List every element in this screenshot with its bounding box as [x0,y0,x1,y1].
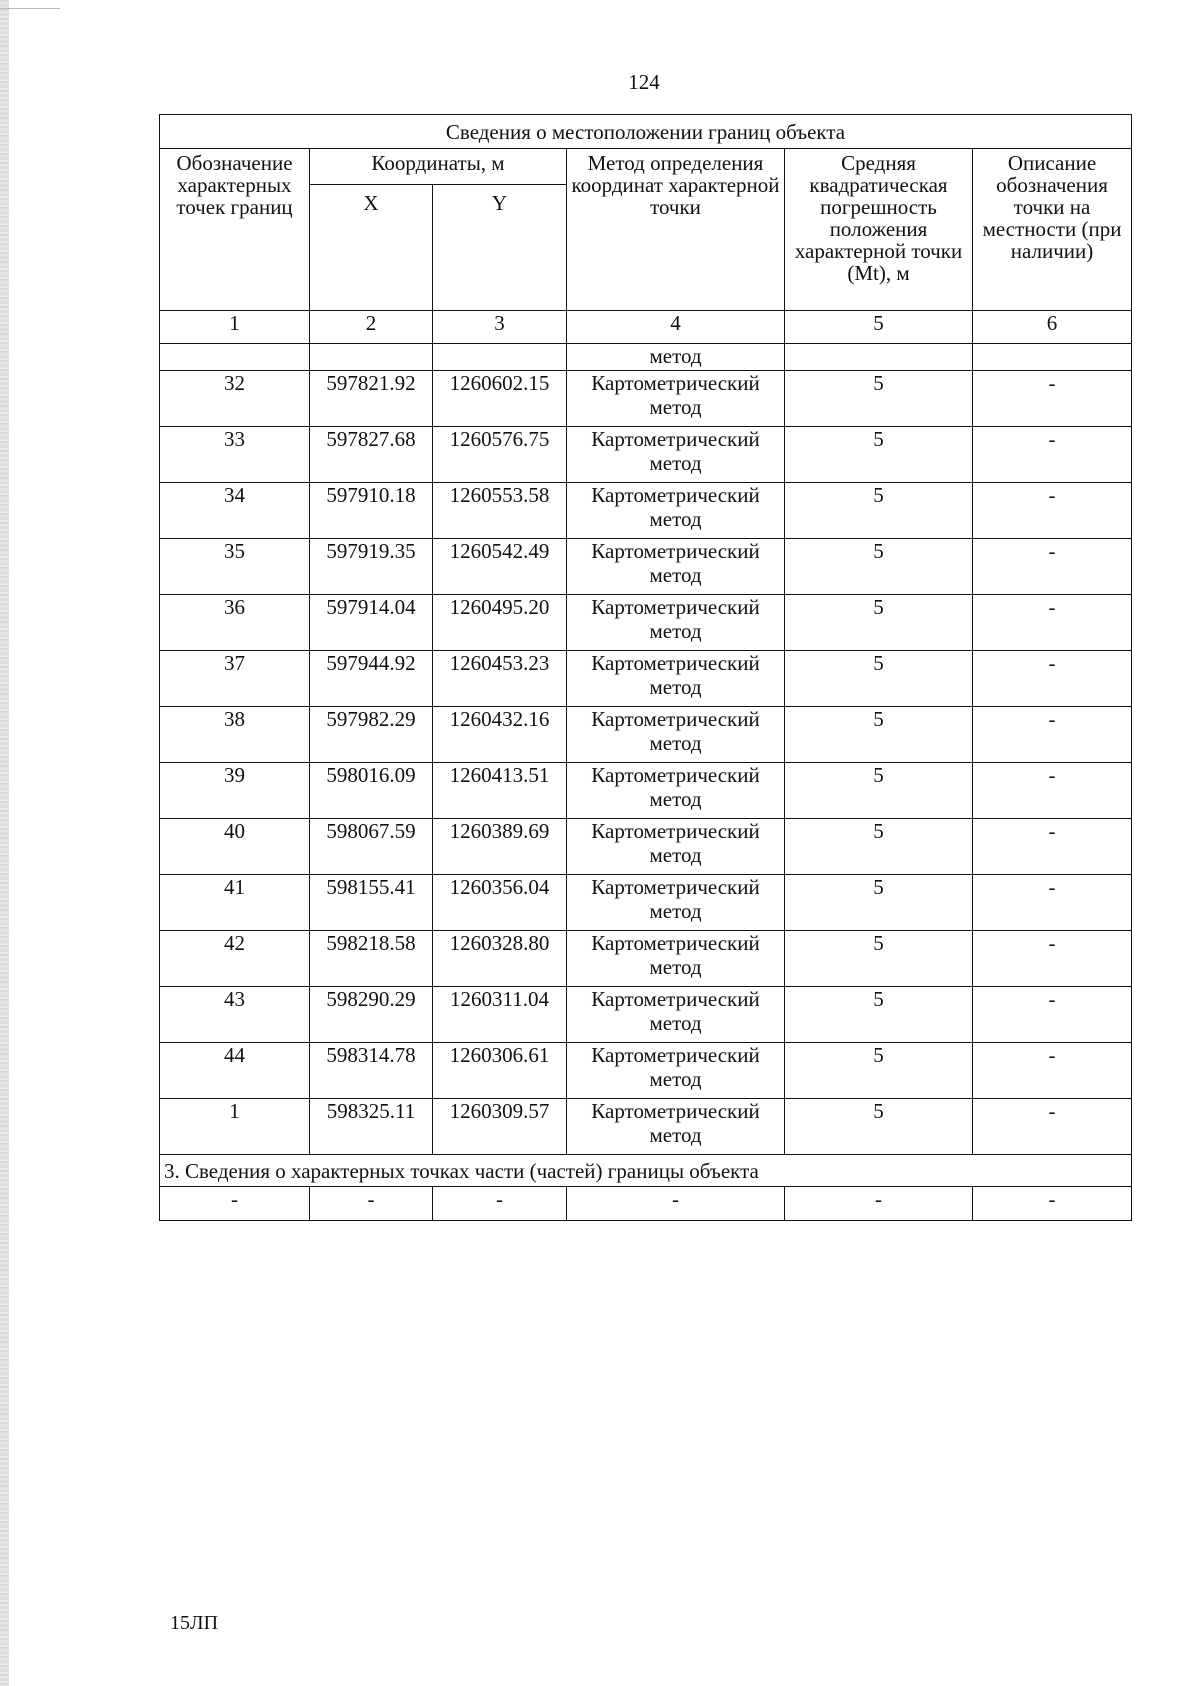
accuracy-cell: 5 [785,539,973,595]
description-cell: - [973,1099,1132,1155]
section3-cell: - [567,1187,785,1221]
column-number: 5 [785,311,973,344]
point-cell: 33 [160,427,310,483]
description-cell: - [973,875,1132,931]
accuracy-cell: 5 [785,931,973,987]
header-description: Описание обозначения точки на местности (при наличии) [973,149,1132,311]
section3-row [160,1187,1132,1221]
method-cell [567,539,785,595]
empty-cell [433,344,567,371]
description-cell: - [973,539,1132,595]
y-coordinate-cell: 1260306.61 [433,1043,567,1099]
table-row [160,1099,1132,1155]
y-coordinate-cell: 1260553.58 [433,483,567,539]
method-cell [567,1043,785,1099]
x-coordinate-cell: 598155.41 [310,875,433,931]
accuracy-cell: 5 [785,819,973,875]
y-coordinate-cell: 1260311.04 [433,987,567,1043]
method-line-1: Картометрический [591,483,760,507]
accuracy-cell: 5 [785,595,973,651]
x-coordinate-cell: 598325.11 [310,1099,433,1155]
method-line-2: метод [649,619,702,643]
description-cell: - [973,595,1132,651]
method-cell [567,987,785,1043]
point-cell: 40 [160,819,310,875]
point-cell: 43 [160,987,310,1043]
method-line-2: метод [649,899,702,923]
scan-edge [0,0,9,1686]
section3-cell: - [973,1187,1132,1221]
section3-cell: - [433,1187,567,1221]
point-cell: 36 [160,595,310,651]
method-line-1: Картометрический [591,931,760,955]
table-row [160,595,1132,651]
point-cell: 32 [160,371,310,427]
y-coordinate-cell: 1260602.15 [433,371,567,427]
y-coordinate-cell: 1260413.51 [433,763,567,819]
page-number: 124 [628,70,660,94]
method-line-1: Картометрический [591,595,760,619]
method-cell [567,427,785,483]
x-coordinate-cell: 597982.29 [310,707,433,763]
description-cell: - [973,987,1132,1043]
table-row [160,763,1132,819]
empty-cell [785,344,973,371]
description-cell: - [973,427,1132,483]
accuracy-cell: 5 [785,1043,973,1099]
header-y: Y [433,185,567,311]
table-row [160,427,1132,483]
table-row [160,539,1132,595]
empty-cell [160,344,310,371]
empty-cell [973,344,1132,371]
method-line-1: Картометрический [591,987,760,1011]
method-cell [567,763,785,819]
description-cell: - [973,763,1132,819]
point-cell: 37 [160,651,310,707]
boundary-coordinates-table [159,114,1132,1221]
accuracy-cell: 5 [785,427,973,483]
method-cell [567,707,785,763]
x-coordinate-cell: 597944.92 [310,651,433,707]
y-coordinate-cell: 1260389.69 [433,819,567,875]
table-row [160,483,1132,539]
section3-cell: - [785,1187,973,1221]
table-row [160,819,1132,875]
method-cell [567,875,785,931]
accuracy-cell: 5 [785,987,973,1043]
continuation-method-cell: метод [567,344,785,371]
table-row [160,707,1132,763]
x-coordinate-cell: 597914.04 [310,595,433,651]
section3-cell: - [310,1187,433,1221]
point-cell: 34 [160,483,310,539]
header-method: Метод определения координат характерной точки [567,149,785,311]
method-line-2: метод [649,1123,702,1147]
y-coordinate-cell: 1260328.80 [433,931,567,987]
x-coordinate-cell: 597827.68 [310,427,433,483]
table-row [160,1043,1132,1099]
x-coordinate-cell: 598067.59 [310,819,433,875]
method-cell [567,371,785,427]
y-coordinate-cell: 1260576.75 [433,427,567,483]
scan-corner-mark [0,0,60,9]
y-coordinate-cell: 1260453.23 [433,651,567,707]
method-line-1: Картометрический [591,875,760,899]
table-row [160,931,1132,987]
method-line-1: Картометрический [591,1043,760,1067]
table-row [160,987,1132,1043]
column-number: 6 [973,311,1132,344]
header-accuracy: Средняя квадратическая погрешность положения характерной точки (Mt), м [785,149,973,311]
description-cell: - [973,707,1132,763]
method-line-2: метод [649,563,702,587]
description-cell: - [973,1043,1132,1099]
method-cell [567,819,785,875]
method-line-1: Картометрический [591,763,760,787]
x-coordinate-cell: 597910.18 [310,483,433,539]
method-line-1: Картометрический [591,427,760,451]
column-number: 2 [310,311,433,344]
method-cell [567,595,785,651]
method-line-1: Картометрический [591,371,760,395]
point-cell: 1 [160,1099,310,1155]
method-line-2: метод [649,395,702,419]
point-cell: 38 [160,707,310,763]
x-coordinate-cell: 598290.29 [310,987,433,1043]
column-number: 3 [433,311,567,344]
footer-mark: 15ЛП [170,1612,219,1634]
method-cell [567,1099,785,1155]
method-line-2: метод [649,675,702,699]
method-cell [567,931,785,987]
method-line-2: метод [649,1011,702,1035]
y-coordinate-cell: 1260309.57 [433,1099,567,1155]
continuation-row [160,344,1132,371]
table-row [160,371,1132,427]
description-cell: - [973,651,1132,707]
method-line-2: метод [649,731,702,755]
accuracy-cell: 5 [785,763,973,819]
point-cell: 44 [160,1043,310,1099]
method-line-2: метод [649,955,702,979]
method-line-2: метод [649,787,702,811]
description-cell: - [973,931,1132,987]
method-line-1: Картометрический [591,707,760,731]
method-line-2: метод [649,451,702,475]
header-point-designation: Обозначение характерных точек границ [160,149,310,311]
method-line-2: метод [649,843,702,867]
method-line-1: Картометрический [591,819,760,843]
column-number: 4 [567,311,785,344]
section3-cell: - [160,1187,310,1221]
method-cell [567,483,785,539]
method-cell [567,651,785,707]
y-coordinate-cell: 1260495.20 [433,595,567,651]
method-line-1: Картометрический [591,651,760,675]
header-x: X [310,185,433,311]
y-coordinate-cell: 1260356.04 [433,875,567,931]
table-row [160,875,1132,931]
description-cell: - [973,371,1132,427]
accuracy-cell: 5 [785,707,973,763]
accuracy-cell: 5 [785,651,973,707]
method-line-2: метод [649,1067,702,1091]
point-cell: 35 [160,539,310,595]
section3-title: 3. Сведения о характерных точках части (частей) границы объекта [160,1155,1132,1187]
empty-cell [310,344,433,371]
column-number-row [160,311,1132,344]
accuracy-cell: 5 [785,371,973,427]
x-coordinate-cell: 598314.78 [310,1043,433,1099]
point-cell: 42 [160,931,310,987]
method-line-2: метод [649,507,702,531]
y-coordinate-cell: 1260542.49 [433,539,567,595]
table-row [160,651,1132,707]
accuracy-cell: 5 [785,483,973,539]
x-coordinate-cell: 598016.09 [310,763,433,819]
point-cell: 41 [160,875,310,931]
table-title: Сведения о местоположении границ объекта [160,115,1132,149]
description-cell: - [973,819,1132,875]
x-coordinate-cell: 597919.35 [310,539,433,595]
x-coordinate-cell: 598218.58 [310,931,433,987]
accuracy-cell: 5 [785,1099,973,1155]
point-cell: 39 [160,763,310,819]
column-number: 1 [160,311,310,344]
description-cell: - [973,483,1132,539]
header-coordinates: Координаты, м [310,149,567,185]
method-line-1: Картометрический [591,539,760,563]
y-coordinate-cell: 1260432.16 [433,707,567,763]
accuracy-cell: 5 [785,875,973,931]
x-coordinate-cell: 597821.92 [310,371,433,427]
method-line-1: Картометрический [591,1099,760,1123]
